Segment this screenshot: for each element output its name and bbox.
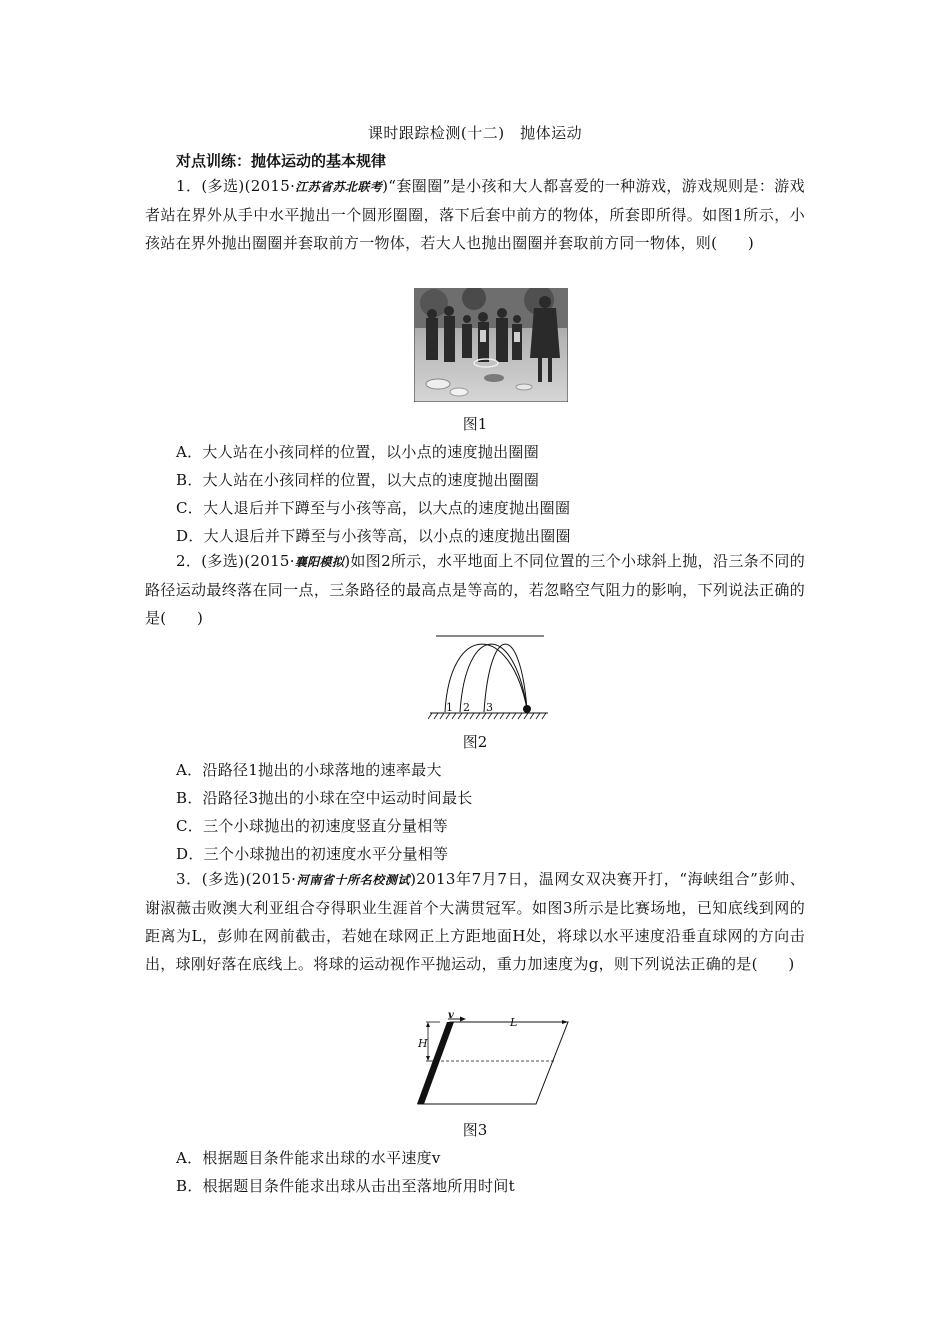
label-H: H bbox=[418, 1037, 428, 1050]
label-v: v bbox=[448, 1012, 454, 1021]
page-title: 课时跟踪检测(十二) 抛体运动 bbox=[367, 124, 583, 142]
net bbox=[417, 1022, 454, 1104]
q1-prefix: 1．(多选)(2015· bbox=[176, 177, 296, 195]
figure-3-court bbox=[410, 1012, 576, 1110]
landing-ball bbox=[523, 705, 531, 713]
trajectory-2 bbox=[460, 644, 527, 712]
q1-text: )“套圈圈”是小孩和大人都喜爱的一种游戏，游戏规则是：游戏者站在界外从手中水平抛出一个圆形圈圈，落下后套中前方的物体，所套即所得。如图1所示，小孩站在界外抛出圈圈并套取前方一物体，若大人也抛出圈圈并套取前方同一物体，则( ) bbox=[145, 177, 805, 252]
q1-option-a: A．大人站在小孩同样的位置，以小点的速度抛出圈圈 bbox=[176, 443, 540, 461]
court-half bbox=[418, 1022, 568, 1104]
q1-option-d: D．大人退后并下蹲至与小孩等高，以小点的速度抛出圈圈 bbox=[176, 527, 571, 545]
path-label-1: 1 bbox=[446, 701, 453, 714]
figure-1-caption: 图1 bbox=[462, 415, 488, 433]
figure-1-photo bbox=[414, 288, 568, 402]
question-3 bbox=[145, 865, 805, 978]
q2-option-a: A．沿路径1抛出的小球落地的速率最大 bbox=[176, 761, 442, 779]
figure-3-caption: 图3 bbox=[462, 1121, 488, 1139]
figure-2-trajectories bbox=[428, 630, 550, 722]
q1-option-c: C．大人退后并下蹲至与小孩等高，以大点的速度抛出圈圈 bbox=[176, 499, 571, 517]
label-L: L bbox=[510, 1016, 518, 1029]
path-label-2: 2 bbox=[463, 701, 470, 714]
q1-option-b: B．大人站在小孩同样的位置，以大点的速度抛出圈圈 bbox=[176, 471, 540, 489]
q2-prefix: 2．(多选)(2015· bbox=[176, 552, 295, 570]
q3-option-b: B．根据题目条件能求出球从击出至落地所用时间t bbox=[176, 1177, 515, 1195]
q2-source: 襄阳模拟 bbox=[294, 555, 345, 569]
question-1 bbox=[145, 172, 805, 257]
path-label-3: 3 bbox=[486, 701, 493, 714]
q2-option-c: C．三个小球抛出的初速度竖直分量相等 bbox=[176, 817, 448, 835]
q3-prefix: 3．(多选)(2015· bbox=[176, 870, 297, 888]
question-2 bbox=[145, 547, 805, 632]
q2-option-b: B．沿路径3抛出的小球在空中运动时间最长 bbox=[176, 789, 473, 807]
figure-2-caption: 图2 bbox=[462, 733, 488, 751]
q2-text: )如图2所示，水平地面上不同位置的三个小球斜上抛，沿三条不同的路径运动最终落在同一点，三条路径的最高点是等高的，若忽略空气阻力的影响，下列说法正确的是( ) bbox=[145, 552, 805, 627]
q3-text: )2013年7月7日，温网女双决赛开打，“海峡组合”彭帅、谢淑薇击败澳大利亚组合夺得职业生涯首个大满贯冠军。如图3所示是比赛场地，已知底线到网的距离为L，彭帅在网前截击，若她在球网正上方距地面H处，将球以水平速度沿垂直球网的方向击出，球刚好落在底线上。将球的运动视作平抛运动，重力加速度为g，则下列说法正确的是( ) bbox=[145, 870, 805, 973]
q3-source: 河南省十所名校测试 bbox=[296, 873, 411, 887]
section-heading: 对点训练：抛体运动的基本规律 bbox=[176, 152, 387, 170]
q2-option-d: D．三个小球抛出的初速度水平分量相等 bbox=[176, 845, 449, 863]
q1-source: 江苏省苏北联考 bbox=[295, 180, 383, 194]
q3-option-a: A．根据题目条件能求出球的水平速度v bbox=[176, 1149, 441, 1167]
